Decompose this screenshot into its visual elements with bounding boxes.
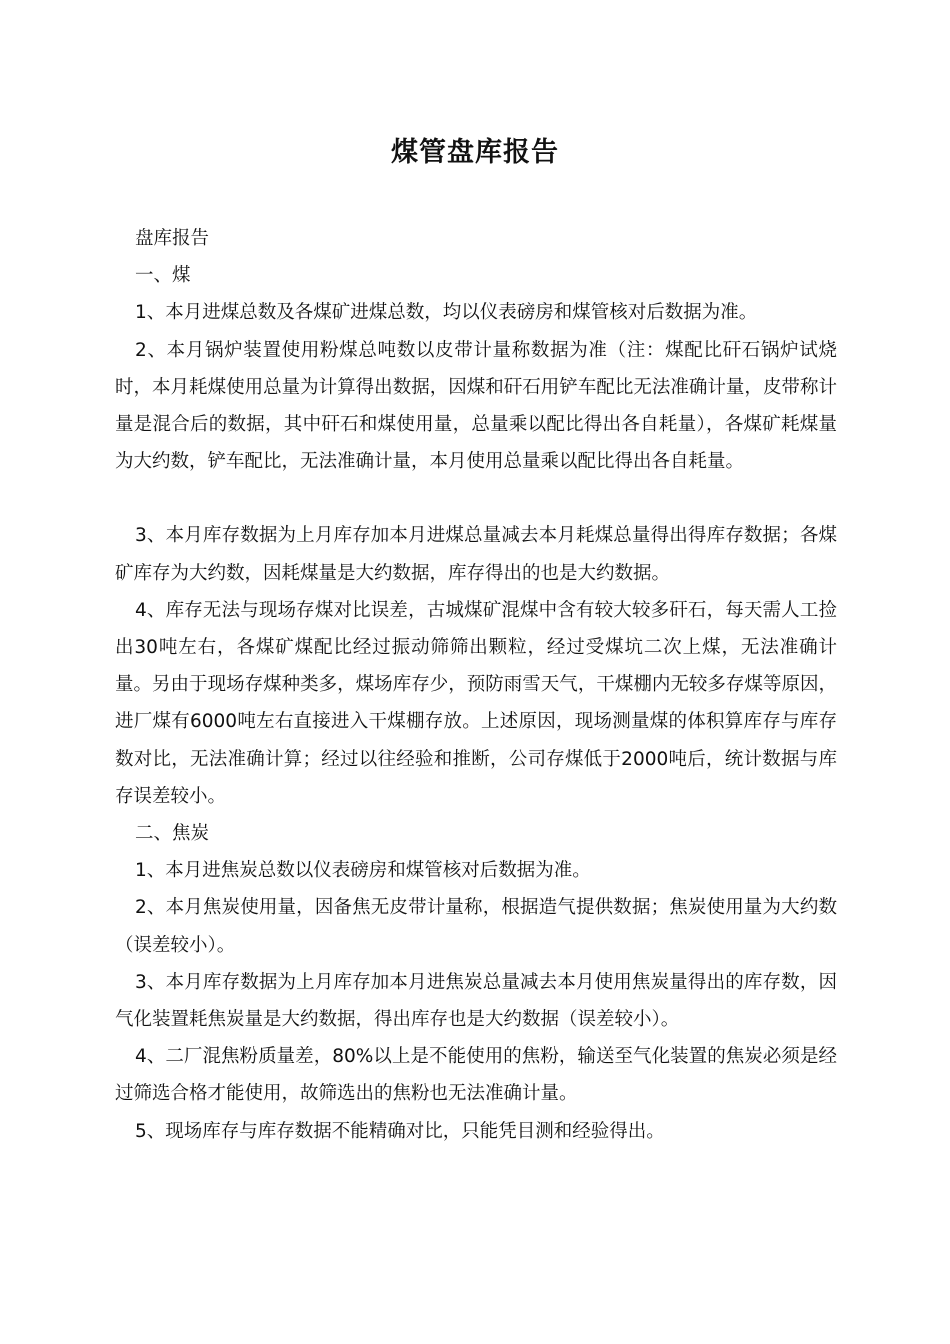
intro-line: 盘库报告 <box>135 228 210 249</box>
section-heading-coal: 一、煤 <box>135 265 191 287</box>
coke-item-1: 1、本月进焦炭总数以仪表磅房和煤管核对后数据为准。 <box>135 860 591 882</box>
coal-item-1: 1、本月进煤总数及各煤矿进煤总数，均以仪表磅房和煤管核对后数据为准。 <box>135 302 758 324</box>
coke-item-4: 4、二厂混焦粉质量差，80%以上是不能使用的焦粉，输送至气化装置的焦炭必须是经过筛选合格才能使用，故筛选出的焦粉也无法准确计量。 <box>115 1046 837 1105</box>
coal-item-2: 2、本月锅炉装置使用粉煤总吨数以皮带计量称数据为准（注：煤配比矸石锅炉试烧时，本月耗煤使用总量为计算得出数据，因煤和矸石用铲车配比无法准确计量，皮带称计量是混合后的数据，其中矸石和煤使用量，总量乘以配比得出各自耗量），各煤矿耗煤量为大约数，铲车配比，无法准确计量，本月使用总量乘以配比得出各自耗量。 <box>115 339 837 473</box>
coke-item-2: 2、本月焦炭使用量，因备焦无皮带计量称，根据造气提供数据；焦炭使用量为大约数（误差较小）。 <box>115 897 837 956</box>
document-title: 煤管盘库报告 <box>391 137 559 168</box>
coke-item-5: 5、现场库存与库存数据不能精确对比，只能凭目测和经验得出。 <box>135 1120 665 1142</box>
blank-line <box>115 480 837 517</box>
section-heading-coke: 二、焦炭 <box>135 823 210 845</box>
coke-item-3: 3、本月库存数据为上月库存加本月进焦炭总量减去本月使用焦炭量得出的库存数，因气化装置耗焦炭量是大约数据，得出库存也是大约数据（误差较小）。 <box>115 971 837 1031</box>
coal-item-4: 4、库存无法与现场存煤对比误差，古城煤矿混煤中含有较大较多矸石，每天需人工捡出30吨左右，各煤矿煤配比经过振动筛筛出颗粒，经过受煤坑二次上煤，无法准确计量。另由于现场存煤种类多，煤场库存少，预防雨雪天气，干煤棚内无较多存煤等原因，进厂煤有6000吨左右直接进入干煤棚存放。上述原因，现场测量煤的体积算库存与库存数对比，无法准确计算；经过以往经验和推断，公司存煤低于2000吨后，统计数据与库存误差较小。 <box>115 599 837 807</box>
document-body <box>115 220 837 1150</box>
coal-item-3: 3、本月库存数据为上月库存加本月进煤总量减去本月耗煤总量得出得库存数据；各煤矿库存为大约数，因耗煤量是大约数据，库存得出的也是大约数据。 <box>115 525 837 584</box>
